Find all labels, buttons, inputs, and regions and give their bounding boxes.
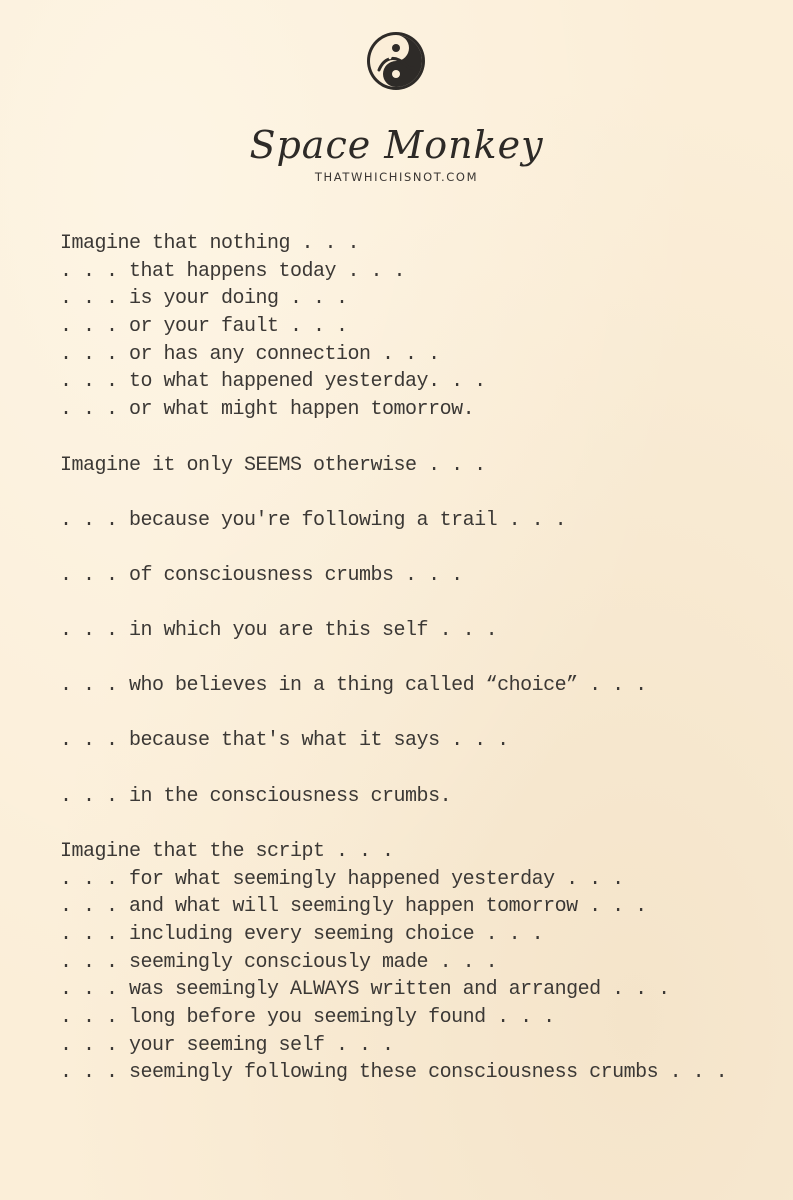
poem-line: . . . seemingly consciously made . . . (60, 950, 498, 974)
poem-line: . . . because that's what it says . . . (60, 729, 509, 753)
poem-line: . . . who believes in a thing called “choice” . . . (60, 674, 647, 698)
poem-line: . . . or has any connection . . . (60, 342, 440, 366)
poem-line: . . . in the consciousness crumbs. (60, 784, 452, 808)
poem-line: . . . of consciousness crumbs . . . (60, 563, 463, 587)
stanza-3 (60, 838, 790, 1087)
stanza-1 (60, 230, 790, 424)
poem-line: . . . long before you seemingly found . . . (60, 1005, 555, 1029)
poem-line: . . . your seeming self . . . (60, 1033, 394, 1057)
site-url: THATWHICHISNOT.COM (314, 170, 479, 184)
stanza-gap (60, 424, 790, 452)
poem-line: . . . seemingly following these consciousness crumbs . . . (60, 1061, 728, 1085)
poem-line: . . . that happens today . . . (60, 259, 406, 283)
brand-title: Space Monkey (249, 123, 544, 167)
poem-line: . . . is your doing . . . (60, 287, 348, 311)
poem-line: . . . because you're following a trail . . . (60, 508, 567, 532)
poem-line: . . . for what seemingly happened yesterday . . . (60, 867, 624, 891)
stanza-2 (60, 452, 790, 838)
poem-line: . . . or what might happen tomorrow. (60, 398, 475, 422)
poem-line: . . . and what will seemingly happen tomorrow . . . (60, 895, 647, 919)
page-header (0, 30, 793, 190)
poem-line: . . . was seemingly ALWAYS written and arranged . . . (60, 978, 670, 1002)
poem-line: Imagine it only SEEMS otherwise . . . (60, 453, 486, 477)
space-monkey-yin-yang-icon (365, 30, 427, 92)
poem-line: . . . including every seeming choice . . . (60, 922, 544, 946)
poem-line: . . . in which you are this self . . . (60, 619, 498, 643)
poem-line: . . . or your fault . . . (60, 315, 348, 339)
poem-line: . . . to what happened yesterday. . . (60, 370, 486, 394)
poem (60, 230, 790, 1087)
poem-line: Imagine that the script . . . (60, 839, 394, 863)
poem-line: Imagine that nothing . . . (60, 232, 360, 255)
